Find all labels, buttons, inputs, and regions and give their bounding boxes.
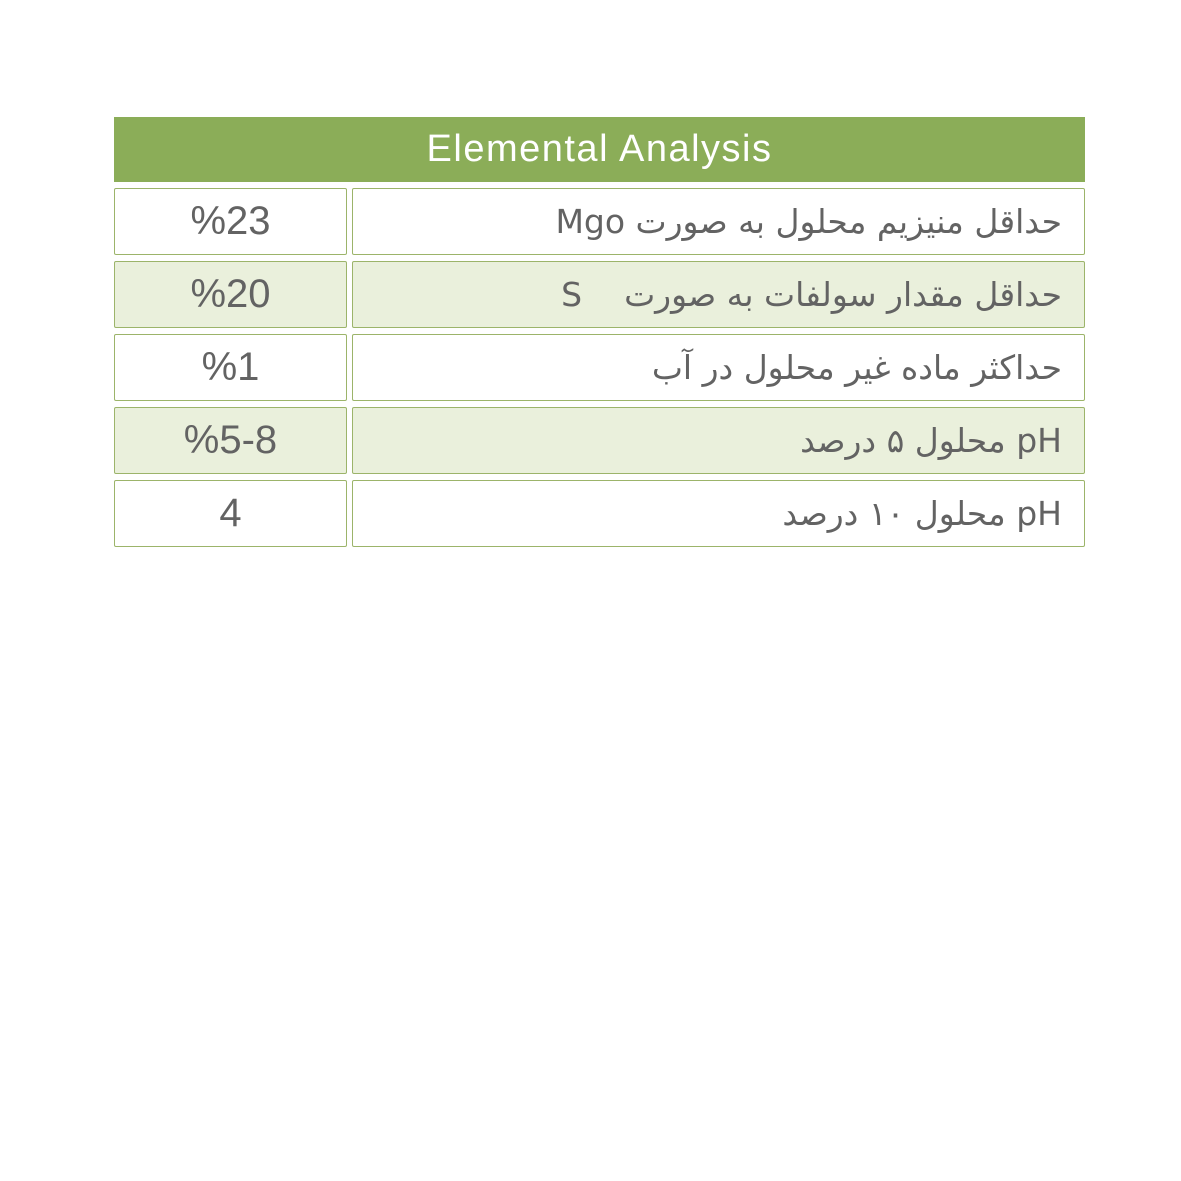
table-row: [114, 407, 1085, 474]
table-row: [114, 261, 1085, 328]
elemental-analysis-table: [114, 117, 1085, 553]
value-cell-magnesium: %23: [114, 188, 347, 255]
table-row: [114, 188, 1085, 255]
value-cell-insoluble-matter: %1: [114, 334, 347, 401]
label-cell-magnesium: حداقل منیزیم محلول به صورت Mgo: [352, 188, 1085, 255]
value-cell-ph-10-percent: 4: [114, 480, 347, 547]
label-cell-ph-5-percent: pH محلول ۵ درصد: [352, 407, 1085, 474]
value-cell-sulfate: %20: [114, 261, 347, 328]
table-header-bar: [114, 117, 1085, 182]
table-title: Elemental Analysis: [426, 128, 773, 170]
table-row: [114, 334, 1085, 401]
table-row: [114, 480, 1085, 547]
label-cell-insoluble-matter: حداکثر ماده غیر محلول در آب: [352, 334, 1085, 401]
label-cell-ph-10-percent: pH محلول ۱۰ درصد: [352, 480, 1085, 547]
value-cell-ph-5-percent: %5-8: [114, 407, 347, 474]
label-cell-sulfate: حداقل مقدار سولفات به صورت S: [352, 261, 1085, 328]
